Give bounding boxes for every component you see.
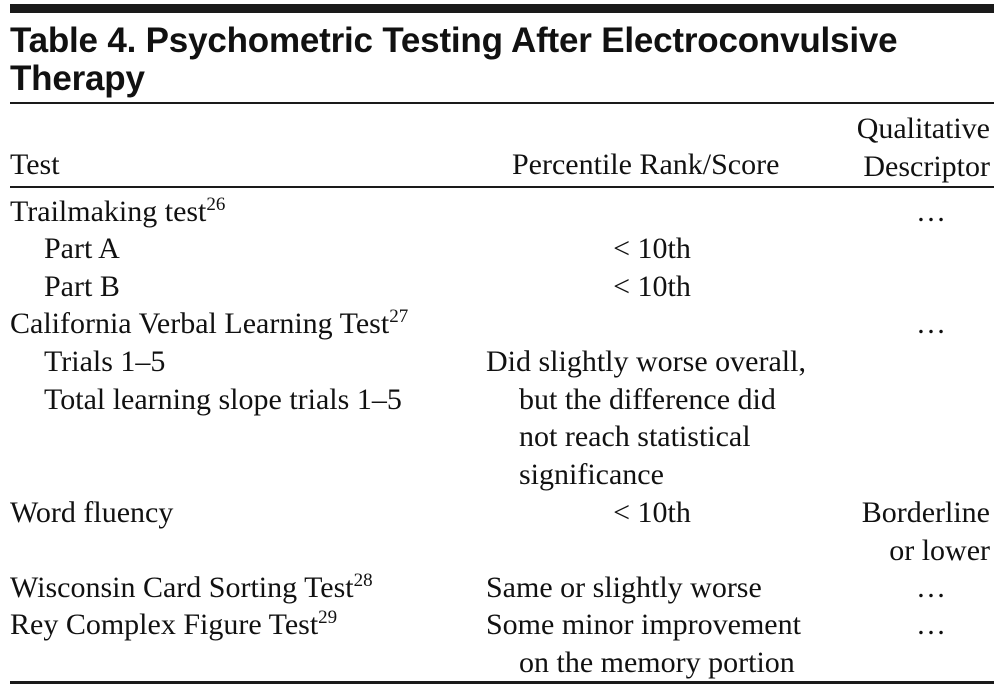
table-title: Table 4. Psychometric Testing After Electroconvulsive Therapy <box>10 21 898 98</box>
score-cell: Did slightly worse overall, but the difference did not reach statistical significance <box>486 345 806 491</box>
header-descriptor-line2: Descriptor <box>863 149 990 183</box>
descriptor-cell: … <box>916 608 946 641</box>
test-name: Trailmaking test$^{26}$ <box>10 194 226 228</box>
descriptor-cell: … <box>916 195 946 228</box>
reference-superscript: 26 <box>206 194 226 215</box>
header-test: Test <box>10 148 60 181</box>
score-cell: Same or slightly worse <box>486 571 762 604</box>
header-descriptor-line1: Qualitative <box>856 112 990 145</box>
descriptor-cell: … <box>916 307 946 340</box>
score-cell: < 10th <box>613 232 691 265</box>
title-rule <box>10 102 994 104</box>
score-cell: Some minor improvement on the memory portion <box>486 608 801 679</box>
header-score: Percentile Rank/Score <box>512 148 780 181</box>
test-name: Wisconsin Card Sorting Test$^{28}$ <box>10 570 373 604</box>
descriptor-cell: … <box>916 571 946 604</box>
test-name: Rey Complex Figure Test$^{29}$ <box>10 607 338 641</box>
header-descriptor <box>857 110 990 185</box>
test-name: California Verbal Learning Test$^{27}$ <box>10 306 409 340</box>
test-name: Total learning slope trials 1–5 <box>44 383 402 416</box>
score-cell: < 10th <box>613 496 691 529</box>
reference-superscript: 28 <box>353 570 373 591</box>
descriptor-cell: Borderline or lower <box>861 496 990 567</box>
table-bottom-rule <box>10 681 994 684</box>
reference-superscript: 29 <box>318 607 338 628</box>
test-name: Part B <box>44 270 120 303</box>
table-top-rule <box>10 4 994 13</box>
score-cell: < 10th <box>613 270 691 303</box>
reference-superscript: 27 <box>389 306 409 327</box>
test-name: Part A <box>44 232 120 265</box>
header-rule <box>10 186 994 188</box>
test-name: Word fluency <box>10 496 174 529</box>
test-name: Trials 1–5 <box>44 345 166 378</box>
